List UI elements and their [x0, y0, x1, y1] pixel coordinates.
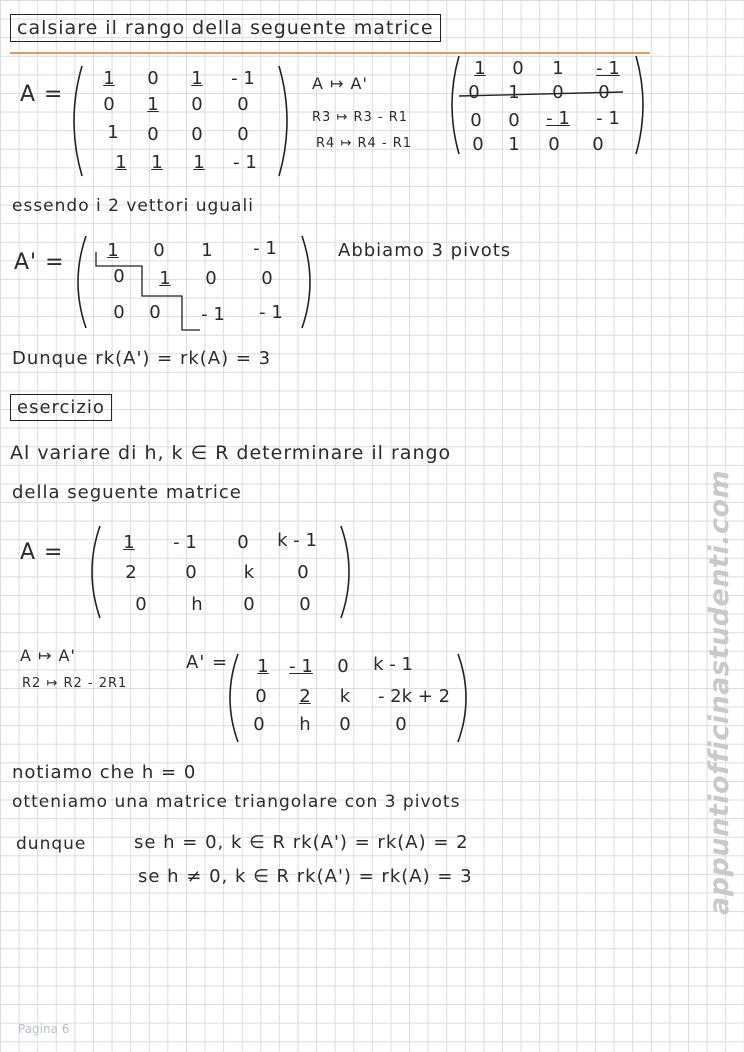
- matrix-b1-cell: 0: [339, 714, 351, 735]
- page-number: Pagina 6: [18, 1022, 70, 1036]
- matrix-a: [68, 62, 293, 180]
- matrix-a1-label: A' =: [14, 250, 65, 275]
- matrix-a-reduced-cell: 0: [468, 82, 480, 103]
- matrix-a-reduced-cell: 0: [508, 110, 520, 131]
- matrix-a1-cell: - 1: [259, 302, 283, 323]
- conclusion-1: Dunque rk(A') = rk(A) = 3: [12, 348, 272, 369]
- line-dunque-label: dunque: [16, 834, 87, 854]
- matrix-b-cell: k - 1: [277, 530, 317, 551]
- matrix-a-cell: 1: [103, 68, 115, 89]
- matrix-b-cell: h: [191, 594, 203, 615]
- matrix-b-cell: 0: [185, 562, 197, 583]
- matrix-b1-cell: 0: [395, 714, 407, 735]
- line-otteniamo: otteniamo una matrice triangolare con 3 pivots: [12, 792, 461, 812]
- matrix-a-reduced-cell: - 1: [546, 108, 570, 129]
- matrix-b-cell: 0: [135, 594, 147, 615]
- matrix-a1-cell: 0: [261, 268, 273, 289]
- matrix-b-cell: 0: [243, 594, 255, 615]
- matrix-a1-cell: 0: [113, 266, 125, 287]
- matrix-b1: [222, 650, 474, 746]
- case-h-nonzero: se h ≠ 0, k ∈ R rk(A') = rk(A) = 3: [138, 866, 473, 887]
- matrix-a-cell: 1: [115, 152, 127, 173]
- matrix-b1-cell: - 2k + 2: [377, 686, 451, 707]
- matrix-b-cell: k: [243, 562, 255, 583]
- esercizio-label: esercizio: [17, 397, 105, 418]
- matrix-a-cell: 1: [191, 68, 203, 89]
- matrix-a-reduced-cell: 0: [598, 82, 610, 103]
- matrix-b1-cell: k: [339, 686, 351, 707]
- heading-text: calsiare il rango della seguente matrice: [17, 17, 434, 39]
- matrix-a1-cell: 0: [113, 302, 125, 323]
- ops1-arrow: A ↦ A': [312, 74, 368, 93]
- matrix-b1-label: A' =: [186, 652, 229, 673]
- matrix-a-cell: 0: [191, 124, 203, 145]
- matrix-a1-cell: 1: [201, 240, 213, 261]
- matrix-a-cell: 1: [147, 94, 159, 115]
- matrix-a-cell: 0: [103, 94, 115, 115]
- matrix-a1-cell: 0: [149, 302, 161, 323]
- matrix-a-cell: - 1: [233, 152, 257, 173]
- matrix-a1-cell: - 1: [201, 304, 225, 325]
- matrix-a-cell: 0: [237, 94, 249, 115]
- matrix-b-cell: 0: [237, 532, 249, 553]
- ops1-op2: R4 ↦ R4 - R1: [316, 136, 413, 151]
- matrix-a-reduced-cell: - 1: [596, 58, 620, 79]
- matrix-a-reduced-cell: 1: [552, 58, 564, 79]
- matrix-a-reduced-cell: 1: [508, 134, 520, 155]
- matrix-b-cell: 1: [123, 532, 135, 553]
- matrix-a-cell: 1: [151, 152, 163, 173]
- matrix-a1-cell: 0: [205, 268, 217, 289]
- line-notiamo: notiamo che h = 0: [12, 762, 197, 783]
- matrix-a-reduced-cell: 1: [474, 58, 486, 79]
- ops2-arrow: A ↦ A': [20, 646, 76, 665]
- matrix-a-reduced-cell: 0: [512, 58, 524, 79]
- matrix-b1-cell: - 1: [289, 656, 313, 677]
- matrix-a-reduced-cell: 0: [472, 134, 484, 155]
- matrix-b1-cell: 2: [299, 686, 311, 707]
- matrix-b1-cell: 1: [257, 656, 269, 677]
- matrix-a-reduced-cell: 0: [592, 134, 604, 155]
- matrix-a-reduced-cell: 0: [548, 134, 560, 155]
- matrix-b1-cell: k - 1: [373, 654, 413, 675]
- problem-line-1: Al variare di h, k ∈ R determinare il rango: [10, 442, 452, 464]
- matrix-a1-cell: 1: [107, 240, 119, 261]
- matrix-a-reduced: [445, 52, 649, 158]
- matrix-b1-cell: 0: [253, 714, 265, 735]
- case-h-zero: se h = 0, k ∈ R rk(A') = rk(A) = 2: [134, 832, 469, 853]
- matrix-a1-cell: - 1: [253, 238, 277, 259]
- matrix-b-cell: 2: [125, 562, 137, 583]
- matrix-b1-cell: 0: [337, 656, 349, 677]
- matrix-b-label: A =: [20, 540, 64, 565]
- matrix-a-cell: 0: [147, 68, 159, 89]
- watermark-text: appuntiofficinastudenti.com: [704, 469, 735, 915]
- matrix-b1-cell: h: [299, 714, 311, 735]
- matrix-b-cell: - 1: [173, 532, 197, 553]
- matrix-a1-cell: 0: [153, 240, 165, 261]
- problem-line-2: della seguente matrice: [12, 482, 242, 503]
- matrix-a-cell: 1: [193, 152, 205, 173]
- matrix-a-reduced-cell: 1: [508, 82, 520, 103]
- note-equal-vectors: essendo i 2 vettori uguali: [12, 196, 254, 216]
- matrix-b-cell: 0: [299, 594, 311, 615]
- matrix-a-reduced-cell: 0: [470, 110, 482, 131]
- ops2-op1: R2 ↦ R2 - 2R1: [22, 676, 128, 691]
- matrix-a1: [72, 232, 317, 332]
- heading-box: [10, 14, 441, 42]
- matrix-a-cell: 0: [191, 94, 203, 115]
- matrix-a1-cell: 1: [159, 268, 171, 289]
- pivots-text: Abbiamo 3 pivots: [338, 240, 512, 261]
- matrix-a-label: A =: [20, 82, 64, 107]
- ops1-op1: R3 ↦ R3 - R1: [312, 110, 409, 125]
- matrix-a-cell: 0: [147, 124, 159, 145]
- matrix-b-cell: 0: [297, 562, 309, 583]
- matrix-a-cell: - 1: [231, 68, 255, 89]
- matrix-a-reduced-cell: 0: [552, 82, 564, 103]
- matrix-b1-cell: 0: [255, 686, 267, 707]
- matrix-a-cell: 0: [237, 124, 249, 145]
- matrix-a-reduced-cell: - 1: [596, 108, 620, 129]
- matrix-a-cell: 1: [107, 122, 119, 143]
- esercizio-box: [10, 394, 112, 421]
- matrix-b: [86, 522, 356, 622]
